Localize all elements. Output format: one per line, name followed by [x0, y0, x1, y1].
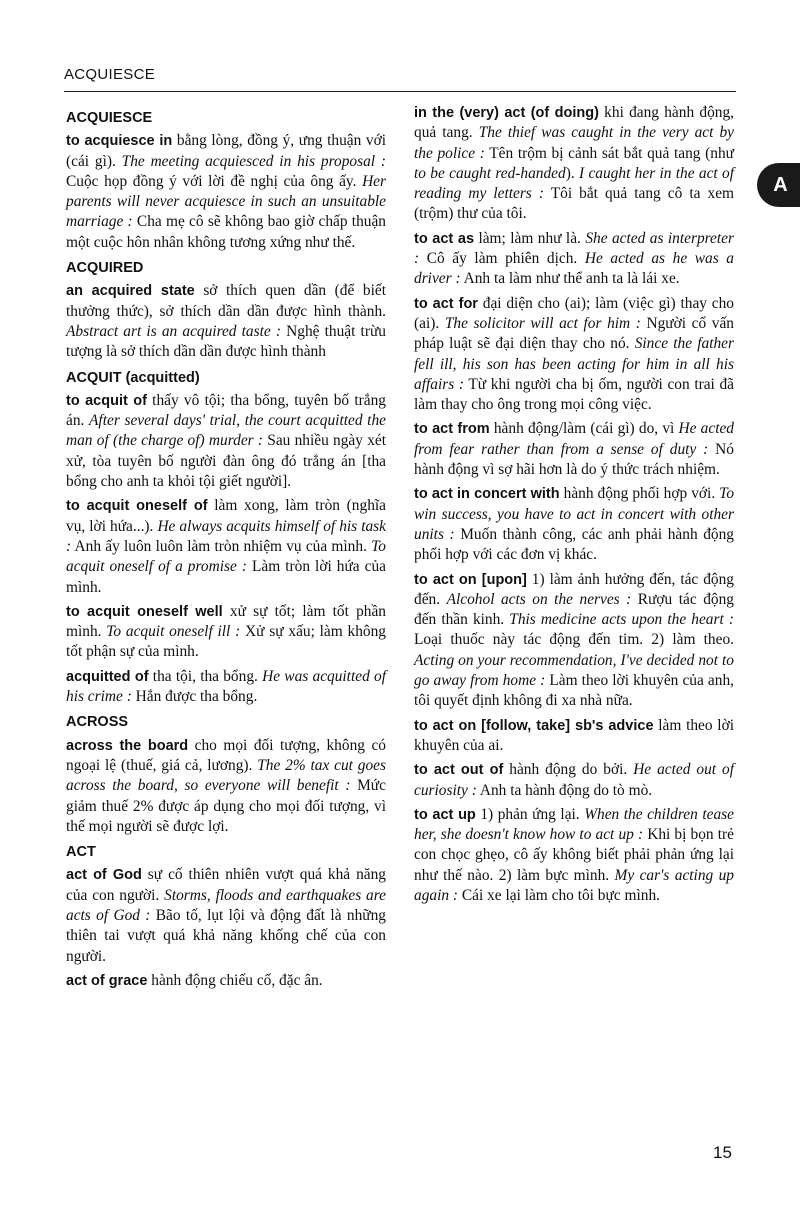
entry-example: When the children tease her, she doesn't know how to act up :	[414, 805, 734, 844]
page-number: 15	[713, 1143, 732, 1162]
entry-translation: Anh ta hành động do tò mò.	[476, 781, 653, 799]
entry-example: Acting on your recommendation, I've decided not to go away from home :	[414, 651, 734, 690]
entry-translation: Tôi bắt quả tang cô ta xem (trộm) thư của tôi.	[414, 185, 734, 223]
entry-translation: ).	[565, 164, 580, 182]
right-column	[414, 103, 734, 910]
entry-term: act of grace	[66, 972, 148, 989]
entry-term: to acquit of	[66, 392, 147, 409]
headword-across: ACROSS	[66, 714, 129, 731]
entry-definition: khi đang hành động, quả tang.	[414, 104, 735, 142]
entry-translation: Cái xe lại làm cho tôi bực mình.	[458, 886, 660, 904]
entry-example: He always acquits himself of his task :	[66, 517, 386, 555]
entry-term: to act up	[414, 806, 476, 823]
entry-translation: Nghệ thuật trừu tượng là sở thích dần dần được hình thành	[66, 322, 386, 361]
entry-translation: Rượu tác động đến thần kinh.	[414, 590, 734, 629]
entry-definition: làm theo lời khuyên của ai.	[414, 716, 735, 754]
entry-act-as	[414, 229, 734, 290]
left-column	[66, 103, 386, 995]
entry-acquit-of	[66, 391, 386, 492]
entry-example: The meeting acquiesced in his proposal :	[121, 152, 386, 170]
entry-translation: Muốn thành công, các anh phải hành động phối hợp với các đơn vị khác.	[414, 525, 735, 564]
entry-translation: Nó hành động vì sợ hãi hơn là do ý thức trách nhiệm.	[414, 440, 734, 479]
entry-translation: Xử sự xấu; làm không tốt phận sự của mình.	[66, 623, 386, 661]
entry-definition: sự cố thiên nhiên vượt quá khả năng của con người.	[66, 866, 386, 904]
entry-example: This medicine acts upon the heart :	[509, 611, 734, 629]
entry-definition: hành động do bởi.	[503, 761, 634, 779]
entry-example: After several days' trial, the court acquitted the man of (the charge of) murder :	[66, 412, 386, 450]
entry-definition: tha tội, tha bổng.	[148, 667, 263, 685]
entry-term: to act on [upon]	[414, 571, 527, 588]
entry-definition: 1) phản ứng lại.	[475, 805, 585, 823]
entry-term: to act in concert with	[414, 486, 560, 503]
entry-act-out-of	[414, 760, 734, 801]
entry-example: To win success, you have to act in concert with other units :	[414, 485, 735, 543]
entry-act-for	[414, 294, 734, 416]
headword-acquiesce: ACQUIESCE	[66, 110, 153, 126]
entry-translation: Người cố vấn pháp luật sẽ đại diện thay cho nó.	[414, 314, 735, 353]
entry-example: To acquit oneself ill :	[106, 623, 241, 641]
entry-translation: Khi bị bọn trẻ con chọc ghẹo, cô ấy không biết phải phản ứng lại như thế nào. 2) làm bực mình.	[414, 826, 734, 884]
entry-definition: sở thích quen dần (để biết thưởng thức), sở thích dần dần được hình thành.	[66, 282, 386, 320]
entry-term: to act as	[414, 230, 475, 247]
entry-term: across the board	[66, 737, 189, 754]
entry-definition: thấy vô tội; tha bổng, tuyên bố trắng án.	[66, 391, 386, 430]
entry-act-in-concert-with	[414, 484, 734, 565]
entry-term: to acquit oneself of	[66, 498, 208, 515]
entry-example: The thief was caught in the very act by the police :	[414, 124, 734, 162]
entry-acquitted-of	[66, 667, 386, 708]
entry-term: act of God	[66, 867, 142, 884]
entry-term: to act on [follow, take] sb's advice	[414, 717, 654, 734]
headword-acquit: ACQUIT (acquitted)	[66, 369, 200, 386]
entry-term: acquitted of	[66, 668, 149, 685]
headword-act: ACT	[66, 844, 96, 861]
entry-definition: cho mọi đối tượng, không có ngoại lệ (thuế, giá cả, lương).	[66, 736, 386, 774]
entry-act-on-advice	[414, 716, 734, 757]
entry-act-of-grace	[66, 971, 386, 991]
entry-acquiesce-in	[66, 131, 386, 253]
entry-example: He acted as he was a driver :	[414, 250, 734, 288]
entry-translation: Tên trộm bị cảnh sát bắt quả tang (như	[484, 144, 734, 162]
entry-example: Alcohol acts on the nerves :	[446, 590, 632, 608]
entry-translation: Hắn được tha bổng.	[131, 688, 258, 706]
entry-term: an acquired state	[66, 283, 195, 300]
entry-acquit-oneself-well	[66, 602, 386, 663]
entry-definition: hành động phối hợp với.	[559, 485, 720, 503]
entry-example: He acted out of curiosity :	[414, 761, 734, 799]
entry-translation: Sau nhiều ngày xét xử, tòa tuyên bố người đàn ông đó trắng án [tha bổng cho anh ta khỏi tội giết người].	[66, 432, 386, 491]
entry-translation: Anh ấy luôn luôn làm tròn nhiệm vụ của mình.	[71, 537, 372, 555]
entry-translation: Cuộc họp đồng ý với lời đề nghị của ông ấy.	[66, 172, 363, 190]
entry-example: To acquit oneself of a promise :	[66, 537, 386, 576]
entry-act-from	[414, 419, 734, 480]
entry-term: in the (very) act (of doing)	[414, 105, 599, 121]
entry-definition: hành động chiếu cố, đặc ân.	[147, 971, 323, 989]
entry-example: to be caught red-handed	[414, 164, 566, 182]
entry-example: The solicitor will act for him :	[444, 314, 641, 332]
thumb-index-tab: A	[757, 163, 800, 207]
entry-example: Storms, floods and earthquakes are acts of God :	[66, 886, 386, 924]
entry-translation: Từ khi người cha bị ốm, người con trai đã làm thay cho ông trong mọi công việc.	[414, 375, 734, 414]
entry-act-up	[414, 805, 734, 906]
entry-term: to acquit oneself well	[66, 603, 223, 620]
entry-example: I caught her in the act of reading my letters :	[414, 164, 734, 203]
entry-example: He acted from fear rather than from a sense of duty :	[414, 420, 734, 458]
entry-act-on-upon	[414, 570, 734, 712]
entry-translation: Cô ấy làm phiên dịch.	[419, 250, 585, 268]
entry-term: to act for	[414, 295, 478, 312]
entry-across-the-board	[66, 736, 386, 837]
entry-in-the-very-act	[414, 103, 734, 225]
entry-example: My car's acting up again :	[414, 866, 734, 904]
entry-example: Abstract art is an acquired taste :	[66, 322, 281, 340]
entry-translation: Làm theo lời khuyên của anh, tôi quyết định không đi xa nhà nữa.	[414, 672, 735, 710]
entry-translation: Mức giảm thuế 2% được áp dụng cho mọi đối tượng, vì thế mọi người sẽ được lợi.	[66, 777, 386, 835]
entry-acquired-state	[66, 281, 386, 362]
entry-definition: 1) làm ảnh hưởng đến, tác động đến.	[414, 570, 734, 608]
entry-definition: làm xong, làm tròn (nghĩa vụ, lời hứa...).	[66, 497, 387, 535]
entry-example: She acted as interpreter :	[414, 229, 734, 268]
entry-translation: Làm tròn lời hứa của mình.	[66, 558, 386, 596]
entry-definition: hành động/làm (cái gì) do, vì	[489, 420, 679, 438]
entry-term: to act from	[414, 421, 490, 438]
entry-example: The 2% tax cut goes across the board, so everyone will benefit :	[66, 756, 386, 795]
entry-translation: Anh ta làm như thể anh ta là lái xe.	[460, 270, 680, 288]
entry-definition: đại diện cho (ai); làm (việc gì) thay cho (ai).	[414, 294, 735, 332]
running-head: ACQUIESCE	[64, 66, 156, 83]
header-rule	[64, 91, 736, 92]
entry-translation: Loại thuốc này tác động đến tim. 2) làm theo.	[414, 631, 734, 649]
entry-example: Since the father fell ill, his son has been acting for him in all his affairs :	[414, 335, 735, 393]
entry-example: Her parents will never acquiesce in such an unsuitable marriage :	[66, 172, 386, 231]
headword-acquired: ACQUIRED	[66, 260, 144, 277]
entry-translation: Cha mẹ cô sẽ không bao giờ chấp thuận một cuộc hôn nhân không tương xứng như thế.	[66, 213, 386, 251]
entry-definition: bằng lòng, đồng ý, ưng thuận với (cái gì).	[66, 132, 386, 170]
entry-acquit-oneself-of	[66, 496, 386, 597]
entry-translation: Bão tố, lụt lội và động đất là những thiên tai vượt quá khả năng khống chế của con người.	[66, 906, 387, 965]
entry-example: He was acquitted of his crime :	[66, 667, 386, 706]
entry-definition: xử sự tốt; làm tốt phần mình.	[66, 602, 386, 641]
entry-term: to acquiesce in	[66, 133, 173, 150]
entry-definition: làm; làm như là.	[474, 229, 586, 247]
entry-term: to act out of	[414, 762, 504, 779]
entry-act-of-god	[66, 865, 386, 966]
